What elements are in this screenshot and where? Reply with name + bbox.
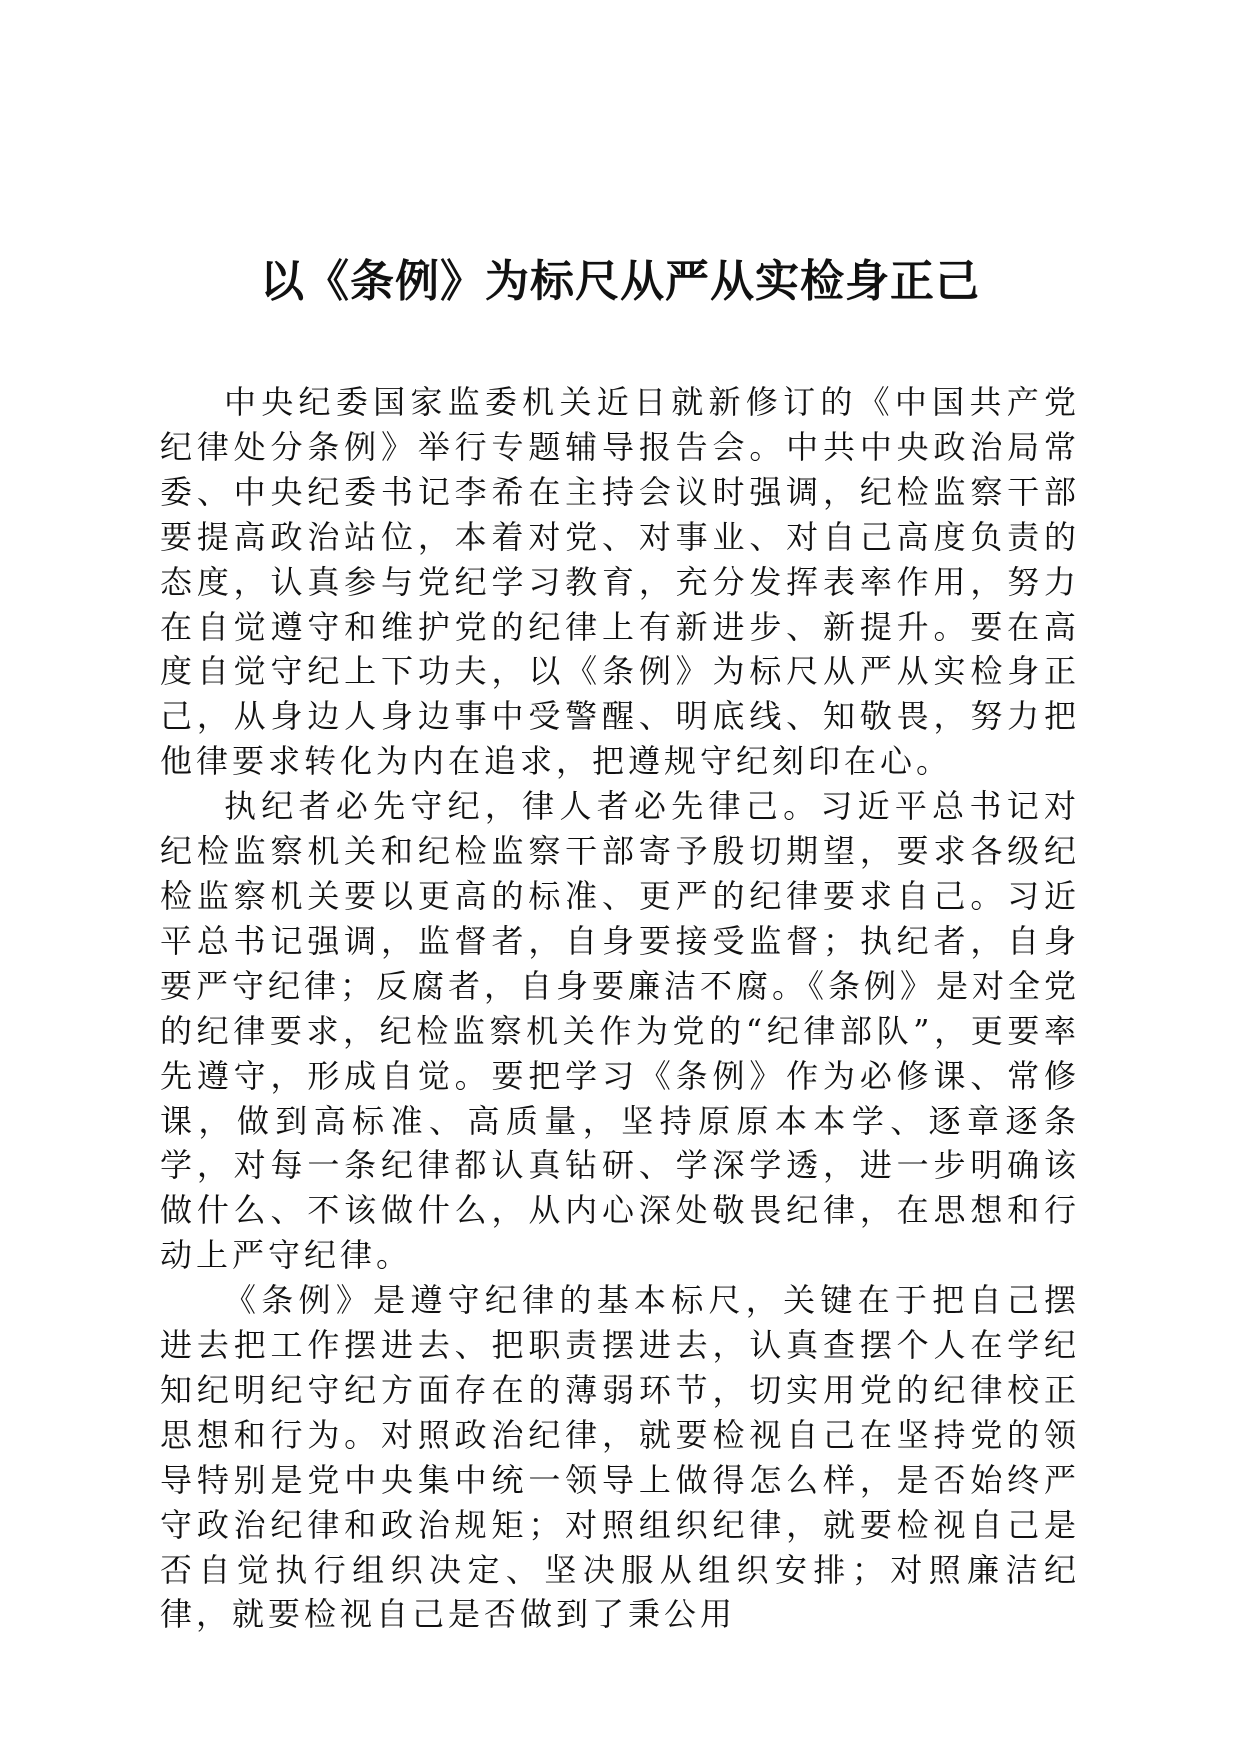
paragraph: 《条例》是遵守纪律的基本标尺，关键在于把自己摆进去把工作摆进去、把职责摆进去，认真查摆个人在学纪知纪明纪守纪方面存在的薄弱环节，切实用党的纪律校正思想和行为。对照政治纪律，就要检视自己在坚持党的领导特别是党中央集中统一领导上做得怎么样，是否始终严守政治纪律和政治规矩；对照组织纪律，就要检视自己是否自觉执行组织决定、坚决服从组织安排；对照廉洁纪律，就要检视自己是否做到了秉公用 (160, 1281, 1080, 1634)
paragraph: 中央纪委国家监委机关近日就新修订的《中国共产党纪律处分条例》举行专题辅导报告会。中共中央政治局常委、中央纪委书记李希在主持会议时强调，纪检监察干部要提高政治站位，本着对党、对事业、对自己高度负责的态度，认真参与党纪学习教育，充分发挥表率作用，努力在自觉遵守和维护党的纪律上有新进步、新提升。要在高度自觉守纪上下功夫，以《条例》为标尺从严从实检身正己，从身边人身边事中受警醒、明底线、知敬畏，努力把他律要求转化为内在追求，把遵规守纪刻印在心。 (160, 383, 1080, 781)
document-body (160, 380, 1080, 1637)
document-title: 以《条例》为标尺从严从实检身正己 (260, 256, 980, 307)
paragraph: 执纪者必先守纪，律人者必先律己。习近平总书记对纪检监察机关和纪检监察干部寄予殷切期望，要求各级纪检监察机关要以更高的标准、更严的纪律要求自己。习近平总书记强调，监督者，自身要接受监督；执纪者，自身要严守纪律；反腐者，自身要廉洁不腐。《条例》是对全党的纪律要求，纪检监察机关作为党的“纪律部队”，更要率先遵守，形成自觉。要把学习《条例》作为必修课、常修课，做到高标准、高质量，坚持原原本本学、逐章逐条学，对每一条纪律都认真钻研、学深学透，进一步明确该做什么、不该做什么，从内心深处敬畏纪律，在思想和行动上严守纪律。 (160, 787, 1081, 1275)
